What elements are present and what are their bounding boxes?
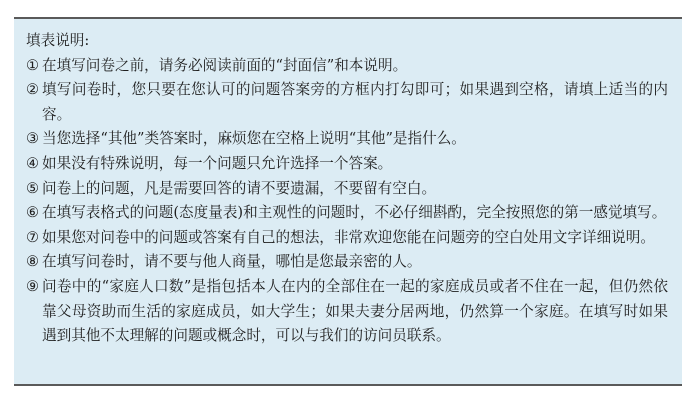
instruction-item-7 bbox=[26, 226, 668, 251]
instruction-text: 问卷中的“家庭人口数”是指包括本人在内的全部住在一起的家庭成员或者不住在一起，但仍然依靠父母资助而生活的家庭成员，如大学生；如果夫妻分居两地，仍然算一个家庭。在填写时如果遇到其他不太理解的问题或概念时，可以与我们的访问员联系。 bbox=[42, 277, 668, 345]
instruction-item-8 bbox=[26, 250, 668, 275]
instruction-item-5 bbox=[26, 177, 668, 202]
instruction-item-6 bbox=[26, 201, 668, 226]
instruction-text: 在填写问卷时，请不要与他人商量，哪怕是您最亲密的人。 bbox=[42, 253, 422, 271]
instructions-panel bbox=[14, 17, 682, 386]
instruction-marker: ⑨ bbox=[26, 277, 40, 295]
instruction-item-9 bbox=[26, 275, 668, 349]
instruction-text: 在填写表格式的问题(态度量表)和主观性的问题时，不必仔细斟酌，完全按照您的第一感觉填写。 bbox=[42, 204, 667, 222]
instruction-marker: ② bbox=[26, 81, 40, 99]
instruction-item-2 bbox=[26, 78, 668, 127]
instruction-text: 填写问卷时，您只要在您认可的问题答案旁的方框内打勾即可；如果遇到空格，请填上适当的内容。 bbox=[42, 81, 668, 123]
instruction-text: 如果没有特殊说明，每一个问题只允许选择一个答案。 bbox=[42, 154, 393, 172]
instruction-text: 在填写问卷之前，请务必阅读前面的“封面信”和本说明。 bbox=[42, 56, 408, 74]
instruction-marker: ⑧ bbox=[26, 253, 40, 271]
instruction-text: 当您选择“其他”类答案时，麻烦您在空格上说明“其他”是指什么。 bbox=[42, 130, 466, 148]
instruction-marker: ③ bbox=[26, 130, 40, 148]
instruction-marker: ⑤ bbox=[26, 179, 40, 197]
instruction-marker: ④ bbox=[26, 154, 40, 172]
instructions-list bbox=[26, 54, 668, 349]
instruction-marker: ⑥ bbox=[26, 204, 40, 222]
instruction-item-1 bbox=[26, 54, 668, 79]
instruction-marker: ⑦ bbox=[26, 228, 40, 246]
instruction-marker: ① bbox=[26, 56, 40, 74]
instructions-heading: 填表说明: bbox=[26, 32, 90, 49]
instruction-item-3 bbox=[26, 127, 668, 152]
instruction-text: 如果您对问卷中的问题或答案有自己的想法，非常欢迎您能在问题旁的空白处用文字详细说明。 bbox=[42, 228, 655, 246]
instruction-item-4 bbox=[26, 152, 668, 177]
instruction-text: 问卷上的问题，凡是需要回答的请不要遗漏，不要留有空白。 bbox=[42, 179, 437, 197]
